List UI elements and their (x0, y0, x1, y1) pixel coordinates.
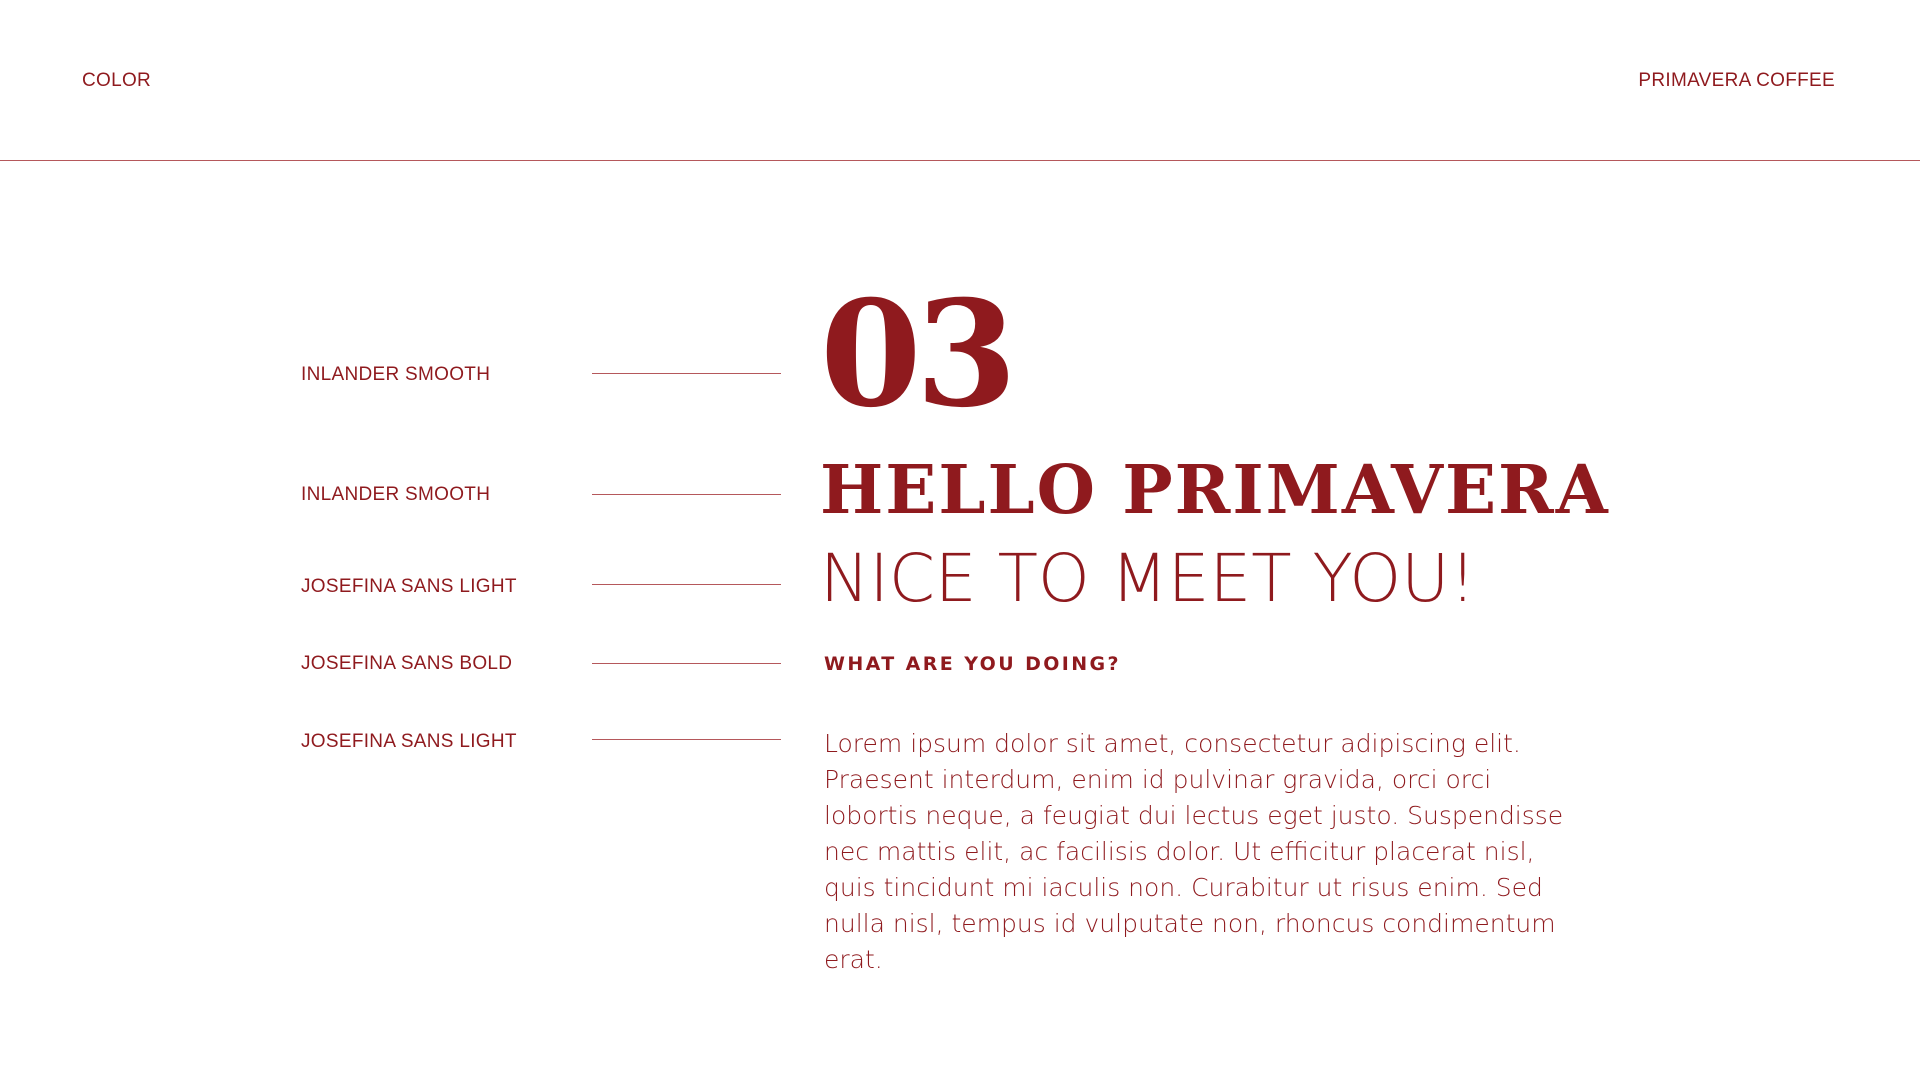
header-divider (0, 160, 1920, 161)
specimen-headline: HELLO PRIMAVERA (820, 450, 1610, 529)
specimen-number: 03 (820, 269, 1012, 440)
leader-line-subheadline (592, 584, 781, 585)
specimen-subheadline: NICE TO MEET YOU! (820, 540, 1476, 617)
leader-line-headline (592, 494, 781, 495)
font-label-small-heading: JOSEFINA SANS BOLD (301, 653, 513, 674)
specimen-body-text: Lorem ipsum dolor sit amet, consectetur adipiscing elit. Praesent interdum, enim id pulvinar gravida, orci orci lobortis neque, a feugiat dui lectus eget justo. Suspendisse nec mattis elit, ac facilisis dolor. Ut efficitur placerat nisl, quis tincidunt mi iaculis non. Curabitur ut risus enim. Sed nulla nisl, tempus id vulputate non, rhoncus condimentum erat. (824, 729, 1564, 974)
specimen-small-heading: WHAT ARE YOU DOING? (824, 653, 1121, 675)
font-label-headline: INLANDER SMOOTH (301, 484, 491, 505)
section-title: COLOR (82, 70, 152, 91)
leader-line-number (592, 373, 781, 374)
leader-line-small-heading (592, 663, 781, 664)
font-label-body: JOSEFINA SANS LIGHT (301, 731, 517, 752)
brand-name: PRIMAVERA COFFEE (1638, 70, 1835, 91)
font-label-number: INLANDER SMOOTH (301, 364, 491, 385)
font-label-subheadline: JOSEFINA SANS LIGHT (301, 576, 517, 597)
leader-line-body (592, 739, 781, 740)
